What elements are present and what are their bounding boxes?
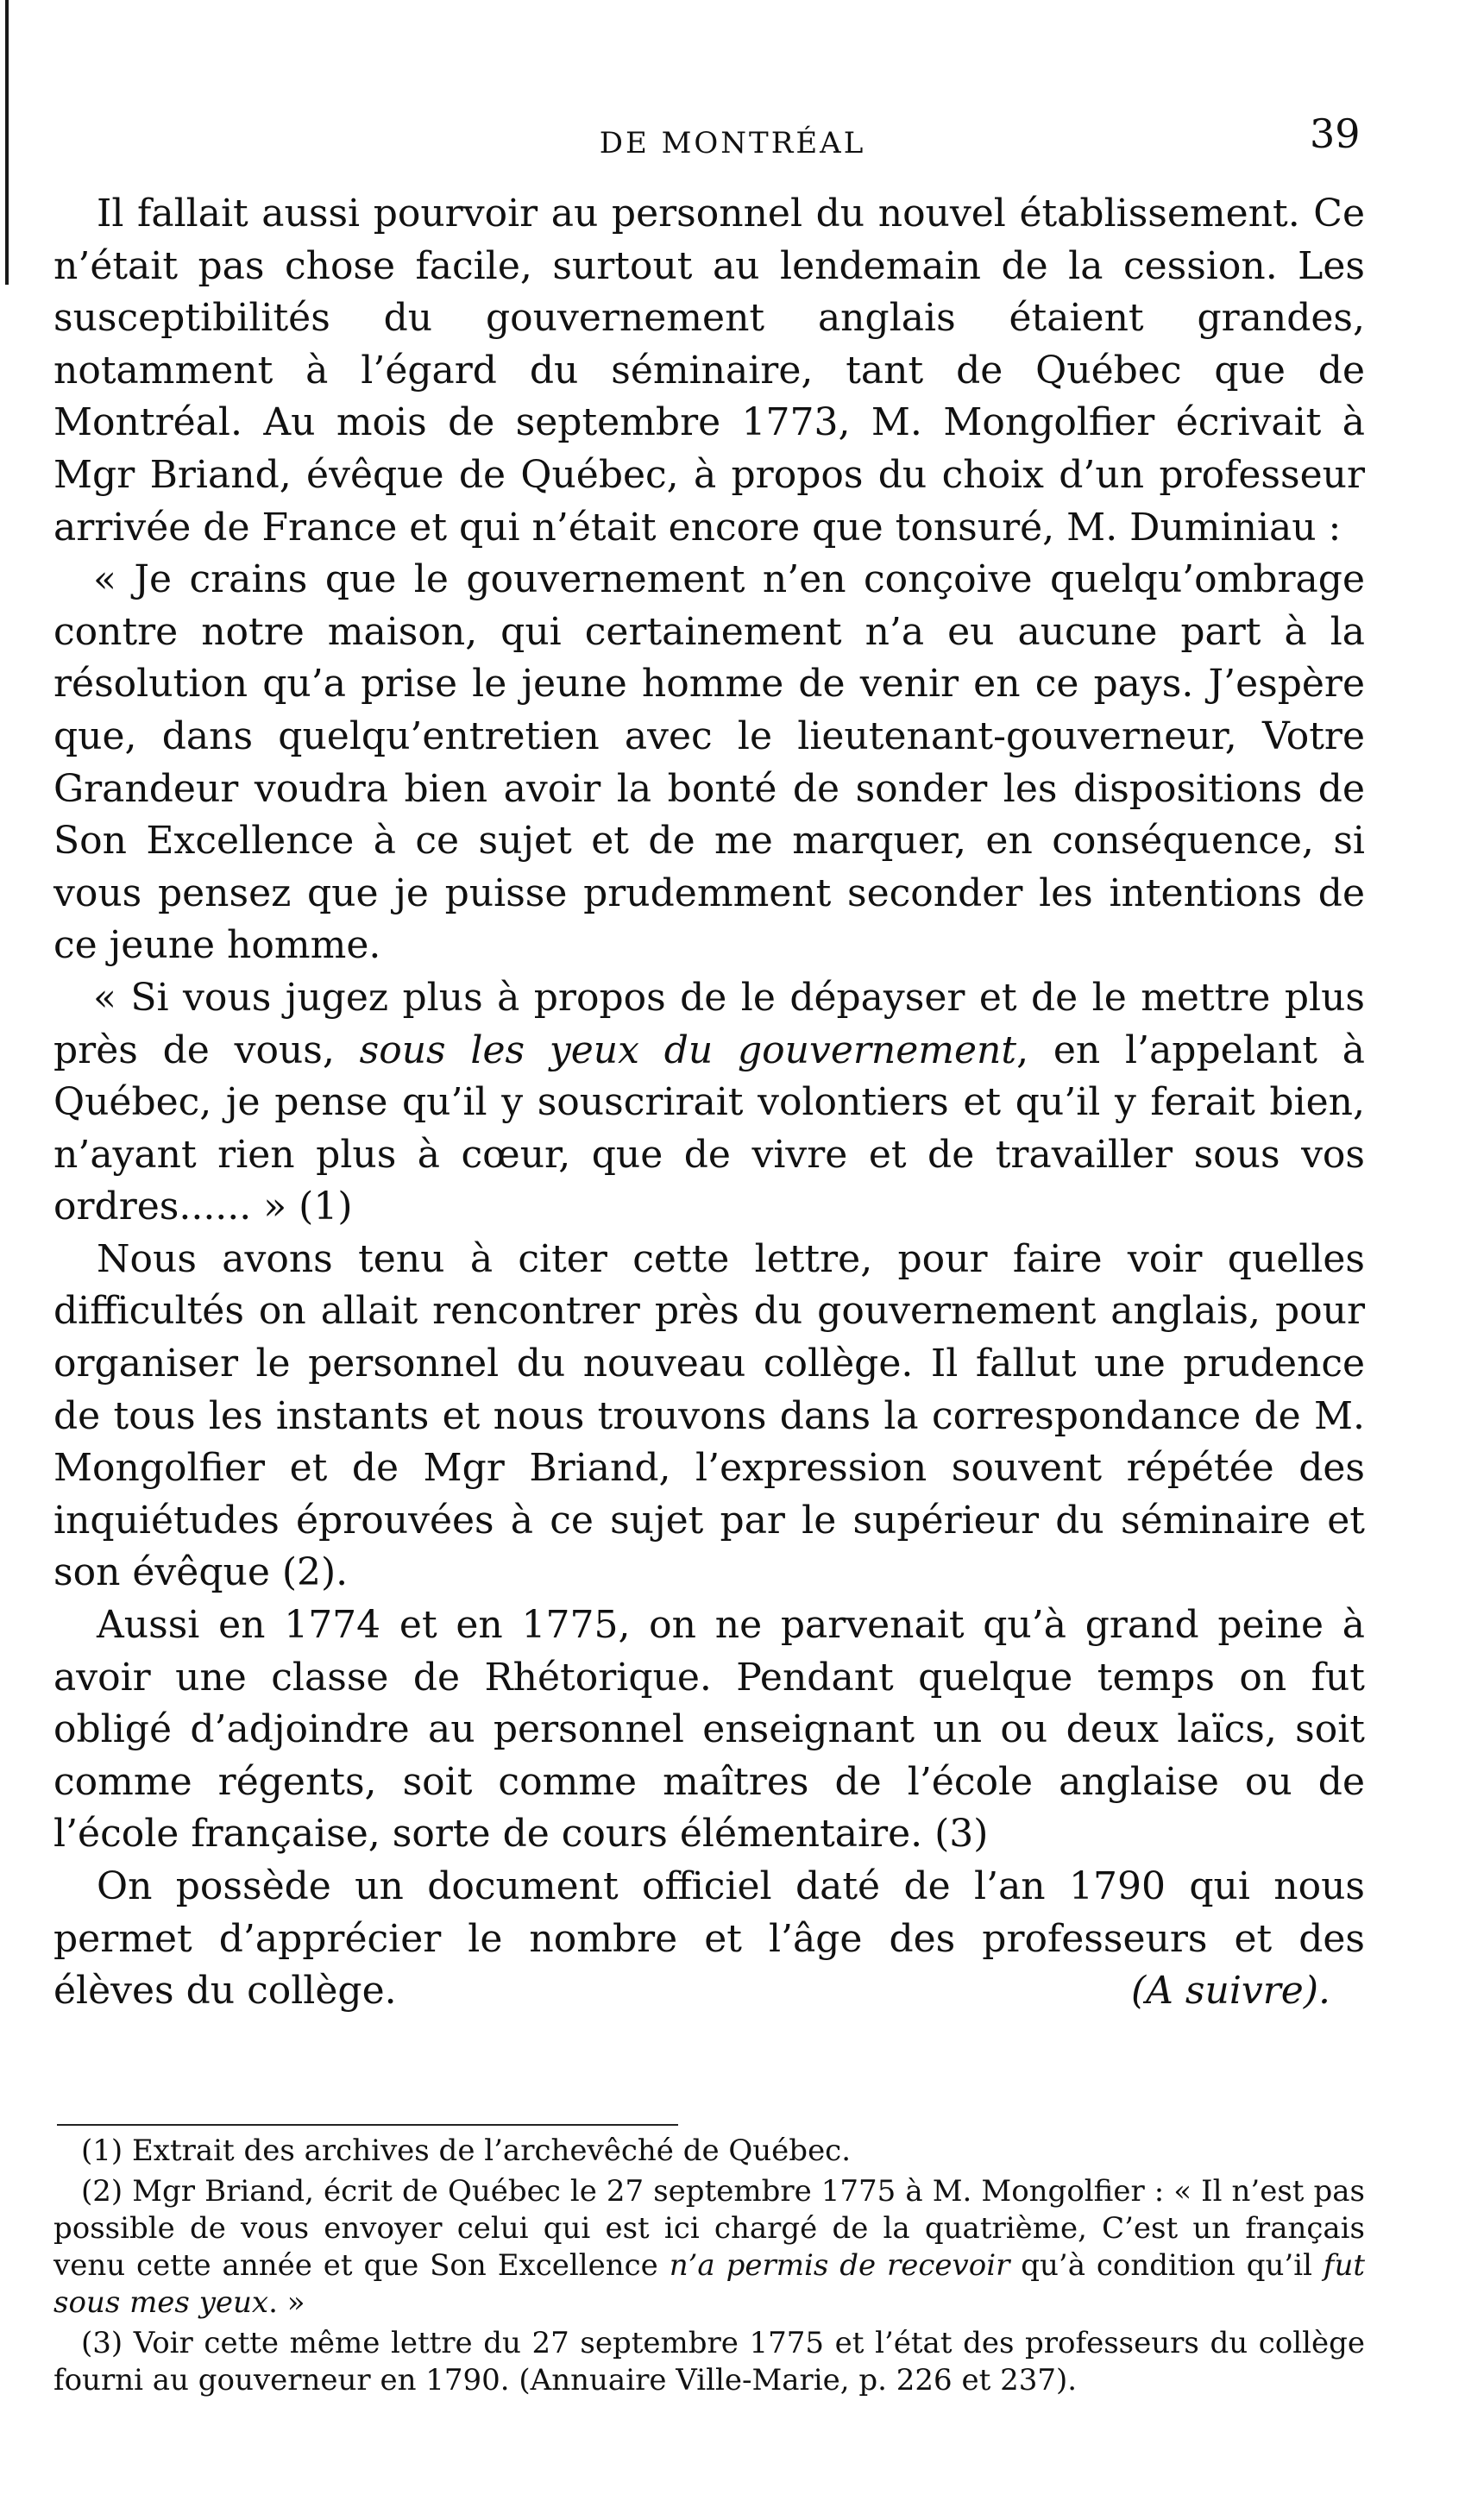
paragraph-5: Aussi en 1774 et en 1775, on ne parvenait qu’à grand peine à avoir une classe de Rhétorique. Pendant quelque temps on fut obligé d’adjoindre au personnel enseignant un ou deux laïcs, soit comme régents, soit comme maîtres de l’école anglaise ou de l’école française, sorte de cours élémentaire. (3) bbox=[53, 1603, 1365, 1857]
footnotes bbox=[53, 2133, 1365, 2403]
footnote-2-text-c: . » bbox=[268, 2285, 305, 2320]
paragraph-6 bbox=[53, 1861, 1365, 2018]
footnote-2-text-a: (2) Mgr Briand, écrit de Québec le 27 septembre 1775 à M. Mongolfier : « Il n’est pas possible de vous envoyer celui qui est ici chargé de la quatrième, C’est un français venu cette année et que Son Excellence bbox=[53, 2174, 1365, 2283]
paragraph-6-text: On possède un document officiel daté de l’an 1790 qui nous permet d’apprécier le nombre et l’âge des professeurs et des élèves du collège. bbox=[53, 1864, 1365, 2014]
footnote-2 bbox=[53, 2173, 1365, 2322]
paragraph-2-quote: « Je crains que le gouvernement n’en conçoive quelqu’ombrage contre notre maison, qui certainement n’a eu aucune part à la résolution qu’a prise le jeune homme de venir en ce pays. J’espère que, dans quelqu’entretien avec le lieutenant-gouverneur, Votre Grandeur voudra bien avoir la bonté de sonder les dispositions de Son Excellence à ce sujet et de me marquer, en conséquence, si vous pensez que je puisse prudemment seconder les intentions de ce jeune homme. bbox=[53, 557, 1365, 968]
footnote-1: (1) Extrait des archives de l’archevêché de Québec. bbox=[81, 2134, 852, 2168]
footnote-2-italic-a: n’a permis de recevoir bbox=[669, 2248, 1010, 2283]
paragraph-3-italic: sous les yeux du gouvernement bbox=[359, 1027, 1017, 1072]
page-header bbox=[0, 102, 1465, 171]
page-number: 39 bbox=[1310, 110, 1361, 157]
paragraph-3-quote bbox=[53, 972, 1365, 1234]
running-title: DE MONTRÉAL bbox=[599, 126, 866, 160]
footnote-divider bbox=[57, 2124, 678, 2126]
paragraph-1: Il fallait aussi pourvoir au personnel du nouvel établissement. Ce n’était pas chose facile, surtout au lendemain de la cession. Les susceptibilités du gouvernement anglais étaient grandes, notamment à l’égard du séminaire, tant de Québec que de Montréal. Au mois de septembre 1773, M. Mongolfier écrivait à Mgr Briand, évêque de Québec, à propos du choix d’un professeur arrivée de France et qui n’était encore que tonsuré, M. Duminiau : bbox=[53, 192, 1365, 550]
footnote-3: (3) Voir cette même lettre du 27 septembre 1775 et l’état des professeurs du collège fourni au gouverneur en 1790. (Annuaire Ville-Marie, p. 226 et 237). bbox=[53, 2326, 1365, 2397]
to-be-continued: (A suivre). bbox=[1131, 1969, 1330, 2014]
footnote-2-text-b: qu’à condition qu’il bbox=[1009, 2248, 1324, 2283]
paragraph-4: Nous avons tenu à citer cette lettre, pour faire voir quelles difficultés on allait rencontrer près du gouvernement anglais, pour organiser le personnel du nouveau collège. Il fallut une prudence de tous les instants et nous trouvons dans la correspondance de M. Mongolfier et de Mgr Briand, l’expression souvent répétée des inquiétudes éprouvées à ce sujet par le supérieur du séminaire et son évêque (2). bbox=[53, 1236, 1365, 1595]
paragraph-3-text-a: « Si vous jugez plus à propos de le dépayser et de le mettre plus près de vous, bbox=[53, 975, 1365, 1072]
paragraph-3-text-b: , en l’appelant à Québec, je pense qu’il y souscrirait volontiers et qu’il y ferait bien, n’ayant rien plus à cœur, que de vivre et de travailler sous vos ordres...... » (1) bbox=[53, 1027, 1366, 1229]
main-text bbox=[53, 188, 1365, 2018]
footnote-2-italic-b: fut sous mes yeux bbox=[53, 2248, 1366, 2320]
